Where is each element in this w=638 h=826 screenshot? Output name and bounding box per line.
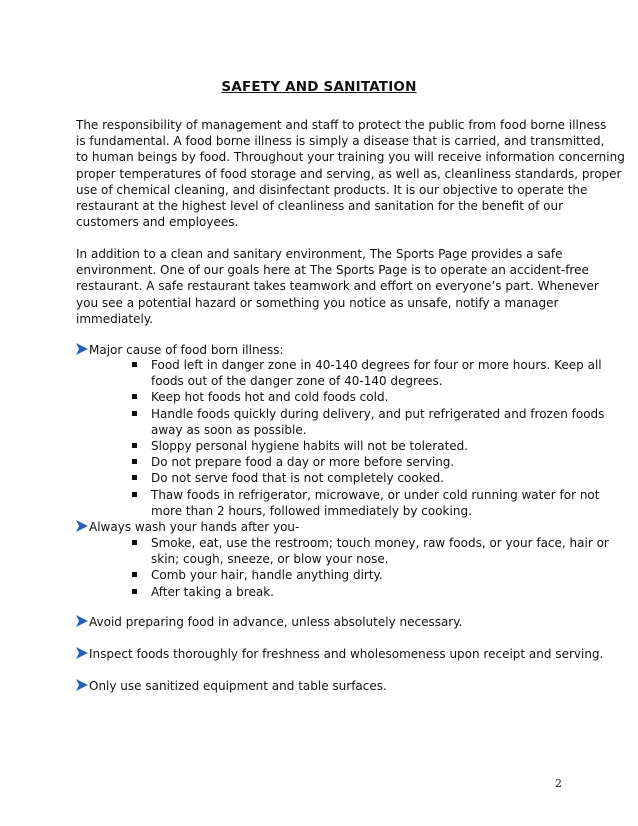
paragraph-line: immediately. <box>76 311 154 326</box>
list-item-line: Comb your hair, handle anything dirty. <box>151 568 383 583</box>
list-item <box>130 470 570 486</box>
arrow-bullet-icon <box>76 647 88 659</box>
paragraph-line: you see a potential hazard or something you notice as unsafe, notify a manager <box>76 295 559 310</box>
square-bullet-icon <box>132 572 137 577</box>
square-bullet-icon <box>132 492 137 497</box>
list-item-line: Sloppy personal hygiene habits will not be tolerated. <box>151 439 469 454</box>
square-bullet-icon <box>132 362 137 367</box>
list-item-line: Do not serve food that is not completely cooked. <box>151 471 445 486</box>
list-item <box>130 438 570 454</box>
list-item <box>130 406 605 438</box>
paragraph-line: to human beings by food. Throughout your training you will receive information concerning <box>76 150 625 165</box>
section-heading-text: Always wash your hands after you- <box>89 520 300 534</box>
list-item-line: Thaw foods in refrigerator, microwave, or under cold running water for not <box>151 487 600 502</box>
list-item-line: skin; cough, sneeze, or blow your nose. <box>151 552 389 567</box>
list-item-line: Smoke, eat, use the restroom; touch money, raw foods, or your face, hair or <box>151 536 609 550</box>
list-item <box>130 454 570 470</box>
list-item-line: After taking a break. <box>151 584 274 599</box>
arrow-bullet-icon <box>76 679 88 691</box>
safety-paragraph <box>76 246 599 327</box>
arrow-bullet-icon <box>76 343 88 355</box>
paragraph-line: restaurant at the highest level of cleanliness and sanitation for the benefit of our <box>76 199 564 214</box>
paragraph-line: customers and employees. <box>76 215 239 230</box>
paragraph-line: use of chemical cleaning, and disinfectant products. It is our objective to operate the <box>76 182 588 197</box>
paragraph-line: environment. One of our goals here at The Sports Page is to operate an accident-free <box>76 263 589 278</box>
section-heading-text: Major cause of food born illness: <box>89 343 284 357</box>
intro-paragraph <box>76 117 625 230</box>
arrow-bullet-icon <box>76 615 88 627</box>
list-item-line: away as soon as possible. <box>151 422 307 437</box>
list-item-line: Keep hot foods hot and cold foods cold. <box>151 390 389 405</box>
list-item <box>130 535 609 567</box>
list-item <box>130 389 570 405</box>
list-item <box>130 357 602 389</box>
page-number: 2 <box>555 777 562 790</box>
list-item <box>130 567 570 583</box>
square-bullet-icon <box>132 459 137 464</box>
square-bullet-icon <box>132 394 137 399</box>
paragraph-line: is fundamental. A food borne illness is simply a disease that is carried, and transmitted, <box>76 134 605 149</box>
list-item-line: foods out of the danger zone of 40-140 degrees. <box>151 374 443 389</box>
paragraph-line: The responsibility of management and staff to protect the public from food borne illness <box>76 118 607 132</box>
list-item <box>130 487 600 519</box>
paragraph-line: proper temperatures of food storage and serving, as well as, cleanliness standards, proper <box>76 166 622 181</box>
paragraph-line: In addition to a clean and sanitary environment, The Sports Page provides a safe <box>76 247 563 261</box>
tip-text: Only use sanitized equipment and table surfaces. <box>89 679 387 693</box>
square-bullet-icon <box>132 540 137 545</box>
tip-sanitized <box>76 678 387 694</box>
square-bullet-icon <box>132 475 137 480</box>
illness-cause-list <box>130 357 605 519</box>
paragraph-line: restaurant. A safe restaurant takes teamwork and effort on everyone’s part. Whenever <box>76 279 599 294</box>
hand-washing-list <box>130 535 609 600</box>
list-item <box>130 584 570 600</box>
page-title: SAFETY AND SANITATION <box>221 79 417 95</box>
square-bullet-icon <box>132 443 137 448</box>
list-item-line: more than 2 hours, followed immediately by cooking. <box>151 503 472 518</box>
tip-advance <box>76 614 462 630</box>
tip-inspect <box>76 646 603 662</box>
list-item-line: Do not prepare food a day or more before serving. <box>151 455 455 470</box>
section-heading-wash <box>76 519 299 535</box>
list-item-line: Handle foods quickly during delivery, and put refrigerated and frozen foods <box>151 406 605 421</box>
tip-text: Inspect foods thoroughly for freshness and wholesomeness upon receipt and serving. <box>89 647 604 661</box>
square-bullet-icon <box>132 411 137 416</box>
tip-text: Avoid preparing food in advance, unless absolutely necessary. <box>89 615 463 629</box>
arrow-bullet-icon <box>76 520 88 532</box>
square-bullet-icon <box>132 589 137 594</box>
section-heading-illness <box>76 342 284 358</box>
list-item-line: Food left in danger zone in 40-140 degrees for four or more hours. Keep all <box>151 358 602 372</box>
